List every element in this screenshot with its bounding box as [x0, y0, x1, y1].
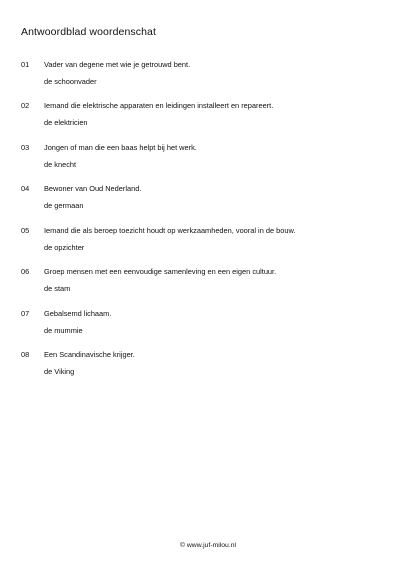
- page-title: Antwoordblad woordenschat: [21, 26, 157, 38]
- item-question: Jongen of man die een baas helpt bij het werk.: [44, 143, 197, 152]
- item-answer: de mummie: [44, 326, 83, 335]
- item-answer: de elektricien: [44, 118, 88, 127]
- item-answer: de stam: [44, 284, 71, 293]
- item-question: Bewoner van Oud Nederland.: [44, 184, 142, 193]
- item-number: 08: [21, 350, 30, 359]
- item-answer: de Viking: [44, 367, 75, 376]
- item-number: 04: [21, 184, 30, 193]
- item-number: 06: [21, 267, 30, 276]
- item-number: 02: [21, 101, 30, 110]
- item-question: Iemand die elektrische apparaten en leidingen installeert en repareert.: [44, 101, 274, 110]
- item-number: 07: [21, 309, 30, 318]
- item-answer: de knecht: [44, 160, 77, 169]
- item-answer: de opzichter: [44, 243, 85, 252]
- item-answer: de germaan: [44, 201, 84, 210]
- item-number: 05: [21, 226, 30, 235]
- item-number: 03: [21, 143, 30, 152]
- item-question: Vader van degene met wie je getrouwd bent.: [44, 60, 191, 69]
- footer-copyright: © www.juf-milou.nl: [180, 542, 236, 549]
- item-question: Groep mensen met een eenvoudige samenleving en een eigen cultuur.: [44, 267, 277, 276]
- item-question: Iemand die als beroep toezicht houdt op werkzaamheden, vooral in de bouw.: [44, 226, 296, 235]
- item-answer: de schoonvader: [44, 77, 97, 86]
- item-question: Een Scandinavische krijger.: [44, 350, 135, 359]
- item-question: Gebalsemd lichaam.: [44, 309, 112, 318]
- item-number: 01: [21, 60, 30, 69]
